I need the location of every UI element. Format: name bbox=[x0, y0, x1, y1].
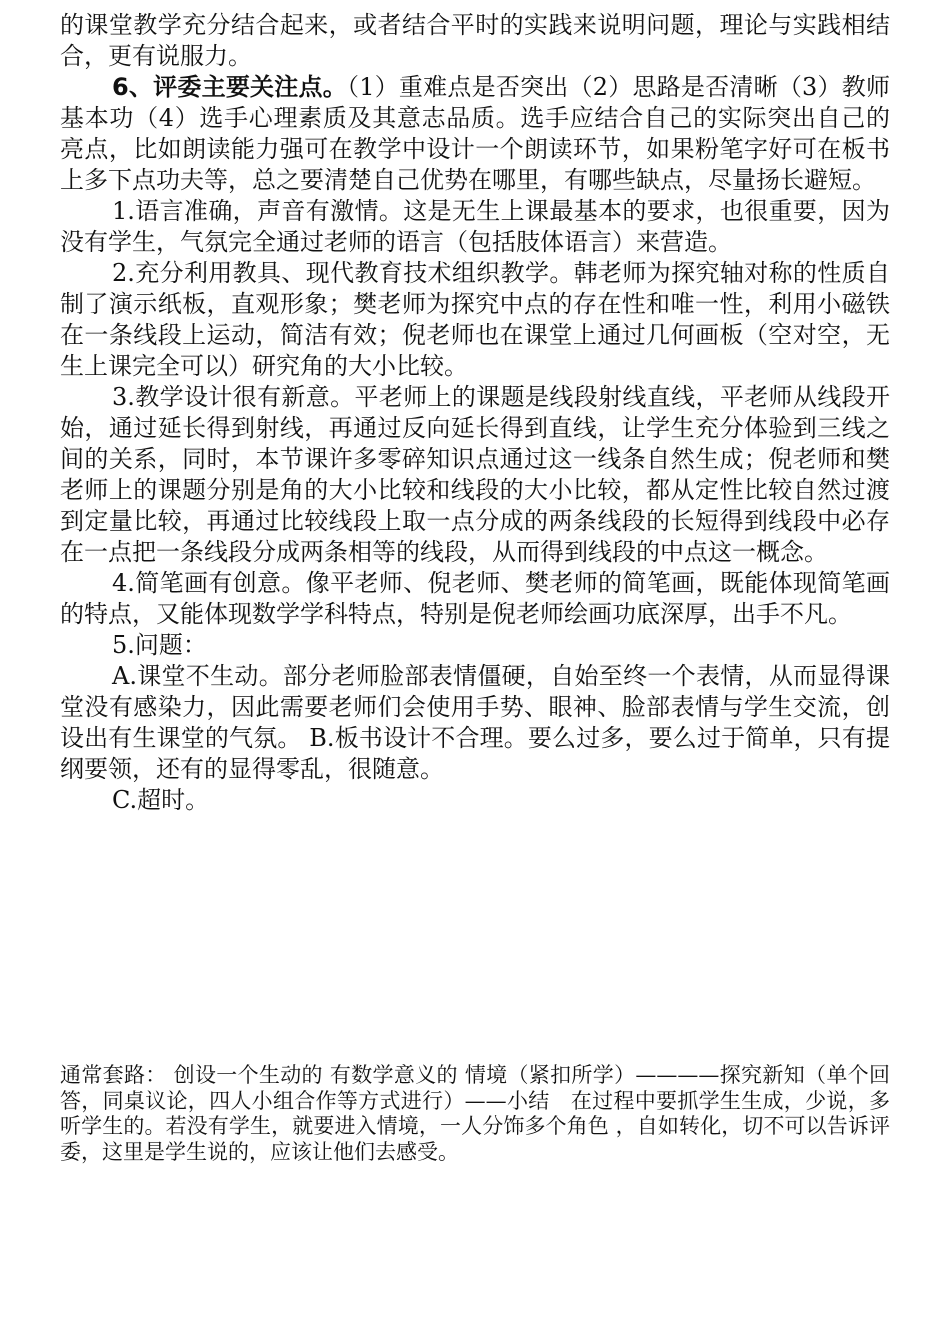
paragraph-point-2 bbox=[60, 258, 890, 382]
section-heading: 6、评委主要关注点。 bbox=[112, 73, 347, 101]
paragraph-judges-focus bbox=[60, 72, 890, 196]
paragraph-text: 1.语言准确，声音有激情。这是无生上课最基本的要求，也很重要，因为没有学生，气氛完全通过老师的语言（包括肢体语言）来营造。 bbox=[60, 197, 890, 256]
paragraph-text: 4.简笔画有创意。像平老师、倪老师、樊老师的简笔画，既能体现简笔画的特点，又能体现数学学科特点，特别是倪老师绘画功底深厚，出手不凡。 bbox=[60, 569, 890, 628]
paragraph-point-4 bbox=[60, 568, 890, 630]
paragraph-point-1 bbox=[60, 196, 890, 258]
paragraph-text: 2.充分利用教具、现代教育技术组织教学。韩老师为探究轴对称的性质自制了演示纸板，直观形象；樊老师为探究中点的存在性和唯一性，利用小磁铁在一条线段上运动，简洁有效；倪老师也在课堂上通过几何画板（空对空，无生上课完全可以）研究角的大小比较。 bbox=[60, 259, 890, 380]
paragraph-point-5-heading bbox=[60, 630, 890, 661]
paragraph-text: 3.教学设计很有新意。平老师上的课题是线段射线直线，平老师从线段开始，通过延长得到射线，再通过反向延长得到直线，让学生充分体验到三线之间的关系，同时，本节课许多零碎知识点通过这一线条自然生成；倪老师和樊老师上的课题分别是角的大小比较和线段的大小比较，都从定性比较自然过渡到定量比较，再通过比较线段上取一点分成的两条线段的长短得到线段中必存在一点把一条线段分成两条相等的线段，从而得到线段的中点这一概念。 bbox=[60, 383, 890, 566]
paragraph-text: （1）重难点是否突出（2）思路是否清晰（3）教师基本功（4）选手心理素质及其意志品质。选手应结合自己的实际突出自己的亮点，比如朗读能力强可在教学中设计一个朗读环节，如果粉笔字好可在板书上多下点功夫等，总之要清楚自己优势在哪里，有哪些缺点，尽量扬长避短。 bbox=[60, 73, 890, 194]
paragraph-point-3 bbox=[60, 382, 890, 568]
paragraph-problem-a-b bbox=[60, 661, 890, 785]
paragraph-problem-c bbox=[60, 785, 890, 816]
paragraph-text: 5.问题： bbox=[112, 631, 207, 659]
footer-text: 通常套路： 创设一个生动的 有数学意义的 情境（紧扣所学）————探究新知（单个回答，同桌议论，四人小组合作等方式进行）——小结 在过程中要抓学生生成，少说，多听学生的。若没有学生，就要进入情境，一人分饰多个角色 ，自如转化，切不可以告诉评委，这里是学生说的，应该让他们去感受。 bbox=[60, 1063, 890, 1164]
paragraph-intro-continuation bbox=[60, 10, 890, 72]
paragraph-text: C.超时。 bbox=[112, 786, 210, 814]
footer-routine-note bbox=[60, 1063, 890, 1165]
document-body bbox=[60, 10, 890, 816]
paragraph-text: A.课堂不生动。部分老师脸部表情僵硬，自始至终一个表情，从而显得课堂没有感染力，因此需要老师们会使用手势、眼神、脸部表情与学生交流，创设出有生课堂的气氛。 B.板书设计不合理。要么过多，要么过于简单，只有提纲要领，还有的显得零乱，很随意。 bbox=[60, 662, 890, 783]
paragraph-text: 的课堂教学充分结合起来，或者结合平时的实践来说明问题，理论与实践相结合，更有说服力。 bbox=[60, 11, 890, 70]
